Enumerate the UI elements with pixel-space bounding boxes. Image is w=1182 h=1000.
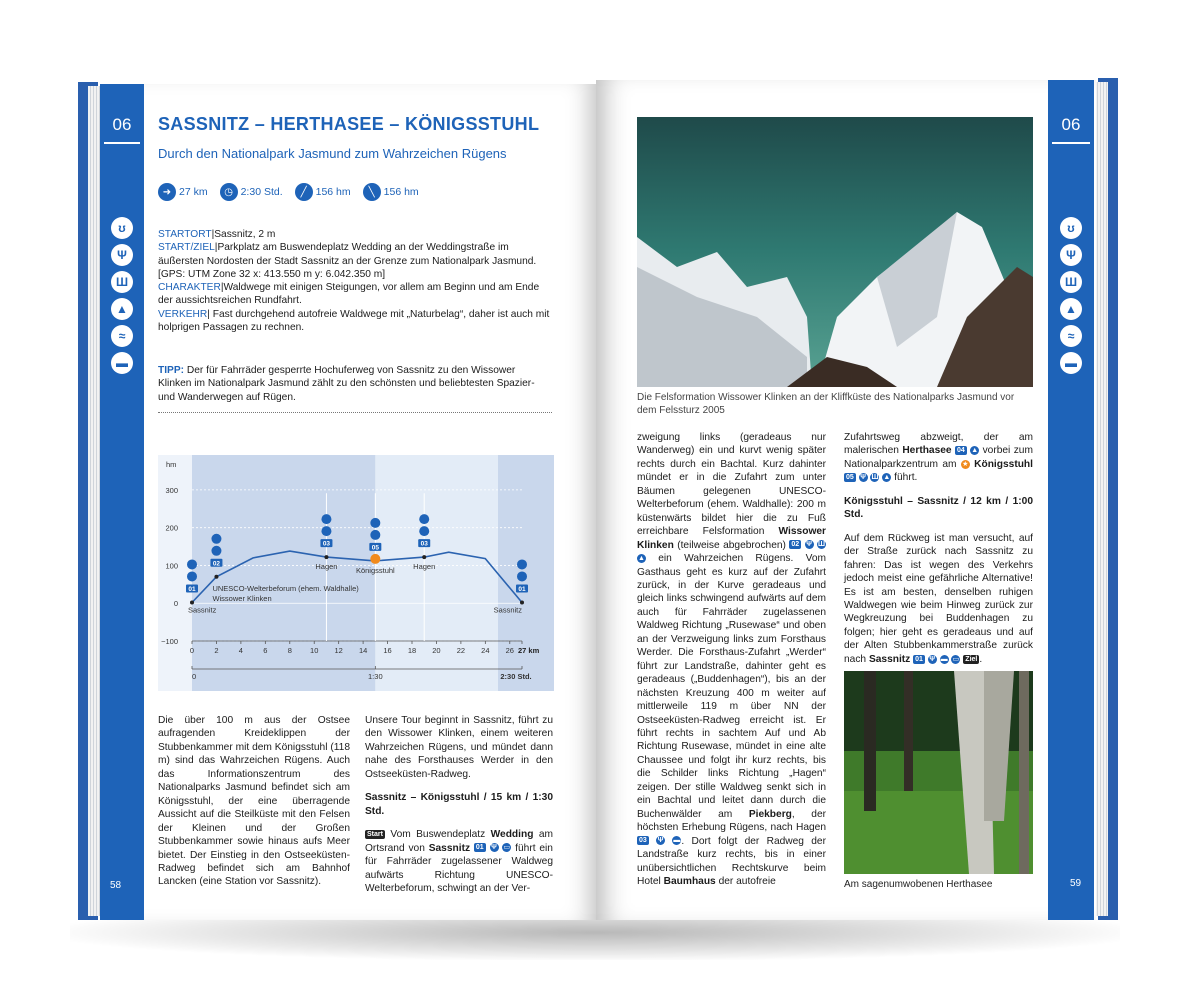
ascent-icon: ╱ — [295, 183, 313, 201]
place-label: Hagen — [315, 562, 338, 572]
photo-herthasee — [844, 671, 1033, 874]
photo-caption-1: Die Felsformation Wissower Klinken an der Kliffküste des Nationalparks Jasmund vor dem Felssturz 2005 — [637, 392, 1015, 416]
place-herthasee: Herthasee — [902, 445, 952, 457]
text-column-2 — [365, 714, 553, 895]
time-tick-label: 2:30 Std. — [500, 672, 532, 681]
startziel-value: Parkplatz am Buswendeplatz Wedding an der Weddingstraße im äußersten Nordosten der Stadt Sassnitz an der Grenze zum Nationalpark Jasmund. — [158, 242, 537, 267]
tour-number-right: 06 — [1061, 115, 1081, 134]
bed-icon: ▬ — [111, 352, 133, 374]
x-tick-label: 22 — [456, 646, 466, 655]
cutlery-icon: Ψ — [929, 655, 936, 663]
cutlery-icon: Ψ — [1060, 244, 1082, 266]
poi-icon-circle — [321, 514, 331, 524]
poi-icon-circle — [517, 571, 527, 581]
startort-value: Sassnitz, 2 m — [214, 229, 276, 240]
stat-ascent-value: 156 hm — [315, 186, 351, 198]
text-run: führt. — [894, 472, 918, 484]
x-tick-label: 18 — [407, 646, 417, 655]
x-tick-label: 6 — [263, 646, 268, 655]
text-run: führt ein für Fahrräder zugelassener Waldweg aufwärts Richtung UNESCO-Welterbeforum, schwingt an der Ver- — [365, 842, 553, 894]
place-label: Sassnitz — [188, 605, 217, 615]
x-tick-label: 10 — [310, 646, 319, 655]
x-tick-label: 4 — [238, 646, 243, 655]
signpost-icon: ➜ — [158, 183, 176, 201]
left-tour-band — [100, 84, 144, 920]
poi-icon-circle — [370, 530, 380, 540]
swim-icon: ≈ — [111, 325, 133, 347]
elevation-point — [520, 600, 524, 604]
place-label: Hagen — [413, 562, 436, 572]
tour-info-block: STARTORT|Sassnitz, 2 m START/ZIEL|Parkplatz am Buswendeplatz Wedding an der Weddingstraße im äußersten Nordosten der Stadt Sassnitz an der Grenze zum Nationalpark Jasmund. [GPS: UTM Zone 32 x: 413.550 m y: 6.042.350 m] CHARAKTER|Waldwege mit einigen Steigungen, vor allem am Beginn und am Ende der aussichtsreichen Rundfahrt. VERKEHR| Fast durchgehend autofreie Waldwege mit „Naturbelag“, daher ist auch mit holprigen Passagen zu rechnen. — [158, 229, 550, 334]
text-run: zweigung links (geradeaus nur Wanderweg) ein und kurvt wenig später rechts durch ein Bachtal. Kurz dahinter mündet er in die Zufahrt zum unter Bäumen gelegenen UNESCO-Welterbeforum (ehem. Waldhalle): 200 m küstenwärts bildet hier die zu Fuß erreichbare Felsformation — [637, 432, 826, 538]
elevation-profile-chart — [158, 455, 554, 691]
photo-wissower-klinken — [637, 117, 1033, 387]
section-heading-1: Sassnitz – Königsstuhl / 15 km / 1:30 Std. — [365, 792, 553, 817]
poi-badge-label: 02 — [212, 560, 221, 568]
ziel-tag: Ziel — [965, 655, 978, 663]
poi-tag: 04 — [957, 447, 965, 455]
stat-distance — [158, 183, 208, 201]
place-wissower-klinken: Wissower Klinken — [637, 526, 826, 551]
x-tick-label: 26 — [505, 646, 514, 655]
place-wedding: Wedding — [490, 829, 534, 841]
text-run: (teilweise abgebrochen) — [677, 539, 786, 551]
text-run: Zufahrtsweg abzweigt, der am malerischen — [844, 432, 1033, 457]
band-divider-left — [104, 142, 140, 144]
stat-duration — [220, 183, 283, 201]
gps-coordinates: [GPS: UTM Zone 32 x: 413.550 m y: 6.042.350 m] — [158, 268, 386, 280]
place-sassnitz-end: Sassnitz — [868, 653, 911, 665]
y-axis-label: hm — [166, 460, 177, 469]
x-tick-label: 0 — [189, 646, 195, 655]
tip-text: Der für Fahrräder gesperrte Hochuferweg von Sassnitz zu den Wissower Klinken im Nationalpark Jasmund zählt zu den schönsten und beliebtesten Spazier- und Wanderwegen auf Rügen. — [158, 365, 535, 403]
bed-icon: ▬ — [1060, 352, 1082, 374]
poi-tag: 02 — [791, 541, 800, 549]
poi-tag: 01 — [475, 844, 484, 852]
text-column-1 — [158, 714, 350, 889]
y-tick-label: −100 — [161, 637, 178, 646]
bear-icon: ʊ — [1060, 217, 1082, 239]
descent-icon: ╲ — [363, 183, 381, 201]
text-run: , der höchsten Erhebung Rügens, nach Hagen — [637, 808, 826, 834]
x-tick-label: 2 — [214, 646, 219, 655]
poi-badge-label: 03 — [420, 540, 428, 548]
chart-section-band-1 — [189, 455, 375, 691]
photo-caption-2: Am sagenumwobenen Herthasee — [844, 879, 993, 890]
stat-duration-value: 2:30 Std. — [240, 186, 283, 198]
poi-icon-circle — [370, 518, 380, 528]
tree-icon: ▲ — [971, 447, 979, 455]
category-icons-right — [1060, 217, 1082, 374]
page-number-right: 59 — [1070, 878, 1082, 889]
museum-icon: Ш — [1060, 271, 1082, 293]
text-run: der autofreie — [718, 875, 776, 887]
poi-icon-circle — [187, 571, 197, 581]
bear-icon: ʊ — [111, 217, 133, 239]
verkehr-label: VERKEHR — [158, 308, 208, 320]
tip-box — [158, 364, 550, 404]
place-label: UNESCO-Welterbeforum (ehem. Waldhalle) — [212, 583, 359, 593]
stat-descent-value: 156 hm — [383, 186, 419, 198]
route-intro: Unsere Tour beginnt in Sassnitz, führt zu den Wissower Klinken, einem weiteren Wahrzeichen Rügens, und mündet dann nahe des Forsthauses Werder in den Ostseeküsten-Radweg. — [365, 715, 553, 780]
poi-badge-label: 01 — [188, 585, 196, 593]
stat-distance-value: 27 km — [179, 186, 208, 198]
museum-icon: Ш — [817, 541, 825, 549]
place-koenigsstuhl: Königsstuhl — [974, 458, 1033, 470]
museum-icon: Ш — [871, 474, 879, 482]
tree-icon: ▲ — [1060, 298, 1082, 320]
dotted-divider — [158, 412, 552, 413]
start-tag: Start — [367, 830, 383, 838]
poi-tag: 05 — [846, 474, 854, 482]
charakter-label: CHARAKTER — [158, 282, 221, 294]
poi-icon-circle — [419, 526, 429, 536]
text-run: am Ortsrand von — [365, 829, 553, 854]
photo-wissower-klinken-image — [637, 117, 1033, 387]
tour-subtitle: Durch den Nationalpark Jasmund zum Wahrzeichen Rügens — [158, 146, 507, 161]
charakter-value: Waldwege mit einigen Steigungen, vor allem am Beginn und am Ende der aussichtsreichen Rundfahrt. — [158, 282, 540, 307]
place-label: Wissower Klinken — [212, 593, 272, 603]
time-tick-label: 0 — [192, 672, 197, 681]
poi-icon-circle — [517, 559, 527, 569]
clock-icon: ◷ — [220, 183, 238, 201]
place-piekberg: Piekberg — [748, 808, 792, 820]
tree-icon: ▲ — [638, 554, 645, 562]
text-run: . Dort folgt der Radweg der Landstraße kurz rechts, bis in einer unübersichtlichen Rechtskurve beim Hotel — [637, 835, 826, 887]
x-tick-label: 16 — [383, 646, 392, 655]
x-tick-label: 14 — [358, 646, 368, 655]
tree-icon: ▲ — [883, 474, 891, 482]
x-tick-label: 20 — [432, 646, 441, 655]
cutlery-icon: Ψ — [111, 244, 133, 266]
poi-icon-circle — [419, 514, 429, 524]
poi-icon-circle — [187, 559, 197, 569]
star-icon: ★ — [962, 460, 969, 468]
cutlery-icon: Ψ — [806, 541, 812, 549]
stat-ascent — [295, 183, 351, 201]
intro-paragraph: Die über 100 m aus der Ostsee aufragenden Kreideklippen der Stubbenkammer mit dem Königsstuhl (118 m) sind das Wahrzeichen Rügens. Auch das Informationszentrum des Nationalparks Jasmund befindet sich am Königsstuhl, der eine überragende Aussicht auf die Steilküste mit den Felsen der Kleinen und der Großen Stubbenkammer sowie hinaus aufs Meer bietet. Der Einstieg in den Ostseeküsten-Radweg befindet sich am Bahnhof Lancken (eine Station vor Sassnitz). — [158, 715, 350, 888]
y-tick-label: 0 — [173, 599, 178, 609]
museum-icon: Ш — [111, 271, 133, 293]
right-tour-band — [1048, 80, 1094, 920]
poi-tag: 01 — [915, 655, 923, 663]
bus-icon: ▭ — [952, 655, 960, 663]
band-divider-right — [1052, 142, 1090, 144]
chart-section-band-3 — [498, 455, 554, 691]
cutlery-icon: Ψ — [491, 844, 497, 852]
place-baumhaus: Baumhaus — [663, 875, 716, 887]
tip-label: TIPP: — [158, 365, 185, 376]
y-tick-label: 200 — [165, 523, 178, 533]
poi-badge-label: 03 — [322, 540, 331, 548]
x-tick-label: 24 — [481, 646, 490, 655]
y-tick-label: 300 — [165, 485, 178, 495]
poi-badge-label: 05 — [371, 544, 379, 552]
elevation-point — [324, 555, 328, 559]
text-column-3 — [637, 431, 826, 888]
category-icons-left — [111, 217, 133, 374]
place-sassnitz: Sassnitz — [428, 842, 471, 854]
place-label: Königsstuhl — [355, 565, 395, 575]
photo-herthasee-image — [844, 671, 1033, 874]
bed-icon: ▬ — [673, 837, 681, 845]
text-run: Vom Buswendeplatz — [390, 829, 486, 841]
x-tick-label: 8 — [287, 646, 292, 655]
bed-icon: ▬ — [940, 655, 948, 663]
stat-descent — [363, 183, 419, 201]
swim-icon: ≈ — [1060, 325, 1082, 347]
text-run: Auf dem Rückweg ist man versucht, auf der Straße zurück nach Sassnitz zu fahren: Das ist wegen des Verkehrs jedoch meist eine gefährliche Alternative! Es ist am besten, denselben ruhigen Waldwegen wie beim Hinweg zurück zur Wegkreuzung bei Buddenhagen zu folgen; hier geht es geradeaus und auf der Alten Stubbenkammerstraße zurück nach — [844, 532, 1033, 665]
poi-icon-circle — [211, 534, 221, 544]
poi-icon-circle — [211, 546, 221, 556]
star-icon — [370, 554, 380, 564]
text-run: vorbei zum Nationalparkzentrum am — [844, 445, 1033, 470]
x-unit-label: 27 km — [518, 646, 540, 655]
poi-tag: 03 — [639, 837, 647, 845]
bus-icon: ▭ — [503, 844, 511, 852]
section-heading-2: Königsstuhl – Sassnitz / 12 km / 1:00 Std. — [844, 495, 1033, 521]
verkehr-value: Fast durchgehend autofreie Waldwege mit „Naturbelag“, daher ist auch mit holprigen Passagen zu rechnen. — [158, 308, 550, 334]
text-column-4: Zufahrtsweg abzweigt, der am malerischen Herthasee 04 ▲ vorbei zum Nationalparkzentrum am ★ Königsstuhl 05 Ψ Ш ▲ führt. Königsstuhl – Sassnitz / 12 km / 1:00 Std. Auf dem Rückweg ist man versucht, auf der Straße zurück nach Sassnitz zu fahren: Das ist wegen des Verkehrs jedoch meist eine gefährliche Alternative! Es ist am besten, denselben ruhigen Waldwegen wie beim Hinweg zurück zur Wegkreuzung bei Buddenhagen zu folgen; hier geht es geradeaus und auf der Alten Stubbenkammerstraße zurück nach Sassnitz 01 Ψ ▬ ▭ Ziel . — [844, 432, 1033, 665]
startort-label: STARTORT — [158, 229, 212, 240]
poi-icon-circle — [321, 526, 331, 536]
startziel-label: START/ZIEL — [158, 242, 215, 254]
time-tick-label: 1:30 — [368, 672, 383, 681]
elevation-point — [190, 600, 194, 604]
tour-title: SASSNITZ – HERTHASEE – KÖNIGSSTUHL — [158, 114, 540, 134]
tour-number-left: 06 — [112, 115, 132, 134]
poi-badge-label: 01 — [518, 585, 526, 593]
place-label: Sassnitz — [493, 605, 522, 615]
tree-icon: ▲ — [111, 298, 133, 320]
cutlery-icon: Ψ — [657, 837, 664, 845]
tour-stats — [158, 183, 419, 201]
text-run: ein Wahrzeichen Rügens. Vom Gasthaus geht es kurz auf der Zufahrt zurück, in der Kurve geradeaus und gleich links schwingend aufwärts auf dem auch für Fahrräder zugelassenen Waldweg Richtung „Rusewase“ und oben an der Verzweigung links zum Forsthaus Werder. Die Forsthaus-Zufahrt „Werder“ führt zur Landstraße, dahinter geht es geradeaus („Buddenhagen“), bis an der nächsten Kreuzung 400 m weiter auf mittlerweile 119 m über NN der Ostseeküsten-Radweg erreicht ist. Er führt rechts in sachtem Auf und Ab Richtung Rusewase, mündet in eine alte Chaussee und folgt ihr kurz rechts, bis die Schilder links Richtung „Hagen“ zeigen. Der stille Waldweg senkt sich in ein Bachtal und leitet dann durch die Buchenwälder am — [637, 553, 826, 820]
cutlery-icon: Ψ — [860, 474, 866, 482]
page-number-left: 58 — [110, 880, 122, 891]
y-tick-label: 100 — [165, 561, 178, 571]
elevation-point — [422, 555, 426, 559]
elevation-point — [214, 575, 218, 579]
x-tick-label: 12 — [334, 646, 343, 655]
